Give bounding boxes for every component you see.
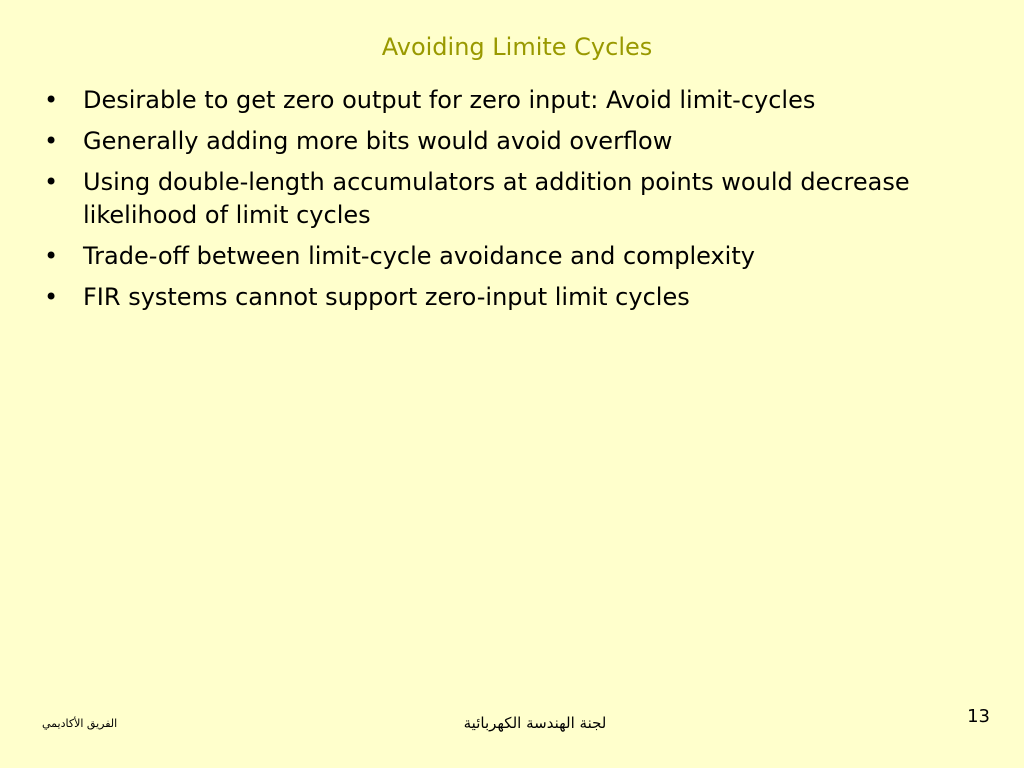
bullet-text: Desirable to get zero output for zero input: Avoid limit-cycles — [83, 86, 816, 114]
bullet-text: Using double-length accumulators at addition points would decrease likelihood of limit cycles — [83, 168, 910, 229]
bullet-text: Generally adding more bits would avoid overflow — [83, 127, 673, 155]
bullet-text: FIR systems cannot support zero-input limit cycles — [83, 283, 690, 311]
bullet-item — [44, 166, 984, 232]
footer-left-text: الفريق الأكاديمي — [42, 717, 118, 730]
bullet-text: Trade-off between limit-cycle avoidance and complexity — [83, 242, 755, 270]
bullet-icon: • — [44, 168, 59, 196]
bullet-icon: • — [44, 242, 59, 270]
bullet-icon: • — [44, 127, 59, 155]
footer-center-text: لجنة الهندسة الكهربائية — [463, 714, 607, 732]
bullet-icon: • — [44, 283, 59, 311]
bullet-item — [44, 281, 984, 314]
bullet-item — [44, 240, 984, 273]
bullet-list — [44, 84, 984, 322]
slide-title: Avoiding Limite Cycles — [381, 33, 653, 61]
bullet-icon: • — [44, 86, 59, 114]
page-number: 13 — [967, 706, 990, 727]
bullet-item — [44, 84, 984, 117]
bullet-item — [44, 125, 984, 158]
